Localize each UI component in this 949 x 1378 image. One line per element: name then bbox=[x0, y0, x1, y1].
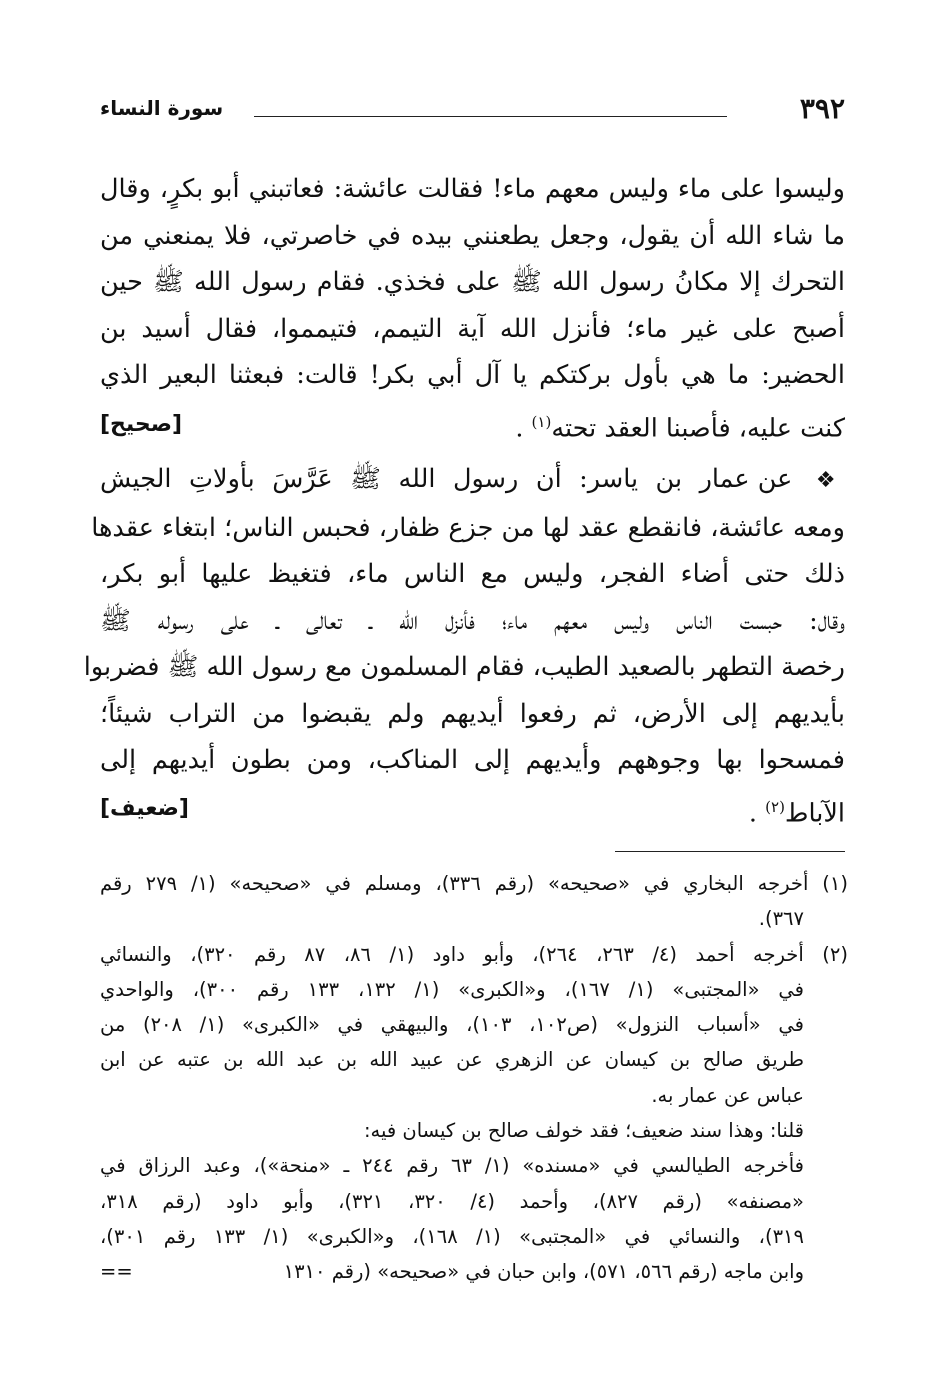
hadith-1-line: أصبح على غير ماء؛ فأنزل الله آية التيمم، فتيمموا، فقال أسيد بن bbox=[100, 313, 845, 344]
diamond-bullet-icon: ❖ bbox=[815, 468, 845, 493]
footnote-2-line: طريق صالح بن كيسان عن الزهري عن عبيد الله بن عبد الله بن عتبه عن ابن bbox=[100, 1048, 804, 1072]
end-mark: . bbox=[748, 798, 758, 828]
hadith-1 bbox=[100, 166, 845, 452]
hadith-1-line: كنت عليه، فأصبنا العقد تحته bbox=[551, 413, 845, 443]
footnote-2-line: في «أسباب النزول» (ص١٠٢، ١٠٣)، والبيهقي في «الكبرى» (١/ ٢٠٨) من bbox=[100, 1013, 804, 1037]
hadith-2-line: وقال: حبست الناس وليس معهم ماء؛ فأنزل الله ـ تعالى ـ على رسوله ﷺ bbox=[100, 605, 845, 636]
footnote-ref-1[interactable]: (١) bbox=[531, 412, 552, 431]
hadith-2 bbox=[83, 456, 845, 837]
end-mark: . bbox=[515, 413, 524, 443]
hadith-2-first-line bbox=[100, 456, 845, 505]
footnote-1-line: ٣٦٧). bbox=[758, 907, 804, 931]
footnote-2-line: عباس عن عمار به. bbox=[651, 1083, 804, 1107]
continuation-mark: == bbox=[100, 1260, 133, 1284]
hadith-2-last-line bbox=[100, 784, 845, 837]
hadith-2-line: الآباط bbox=[784, 798, 845, 828]
surah-title: سورة النساء bbox=[100, 96, 224, 120]
footnote-2-line: فأخرجه الطيالسي في «مسنده» (١/ ٦٣ رقم ٢٤٤ ـ «منحة»)، وعبد الرزاق في bbox=[100, 1154, 804, 1178]
footnote-2-last-line bbox=[100, 1254, 848, 1289]
page-header bbox=[100, 92, 845, 132]
page-number: ٣٩٢ bbox=[799, 92, 845, 125]
hadith-2-line: ومعه عائشة، فانقطع عقد لها من جزع ظفار، فحبس الناس؛ ابتغاء عقدها bbox=[91, 512, 845, 543]
hadith-1-line: الحضير: ما هي بأول بركتكم يا آل أبي بكر! قالت: فبعثنا البعير الذي bbox=[100, 360, 845, 390]
header-rule bbox=[254, 116, 727, 117]
hadith-2-line: بأيديهم إلى الأرض، ثم رفعوا أيديهم ولم يقبضوا من التراب شيئاً؛ bbox=[100, 698, 845, 729]
footnote-2-line: (٢) أخرجه أحمد (٤/ ٢٦٣، ٢٦٤)، وأبو داود (١/ ٨٦، ٨٧ رقم ٣٢٠)، والنسائي bbox=[100, 942, 848, 966]
footnotes bbox=[100, 866, 848, 1290]
hadith-2-line: رخصة التطهر بالصعيد الطيب، فقام المسلمون مع رسول الله ﷺ فضربوا bbox=[83, 652, 845, 682]
footnote-2-line: في «المجتبى» (١/ ١٦٧)، و«الكبرى» (١/ ١٣٢، ١٣٣ رقم ٣٠٠)، والواحدي bbox=[100, 977, 805, 1001]
hadith-1-last-line bbox=[100, 399, 845, 452]
hadith-1-line: ما شاء الله أن يقول، وجعل يطعنني بيده في خاصرتي، فلا يمنعني من bbox=[100, 220, 845, 251]
hadith-1-line: وليسوا على ماء وليس معهم ماء! فقالت عائشة: فعاتبني أبو بكرٍ، وقال bbox=[100, 174, 845, 204]
hadith-2-line: عن عمار بن ياسر: أن رسول الله ﷺ عَرَّسَ بأولاتِ الجيش bbox=[100, 464, 793, 494]
hadith-2-line: فمسحوا بها وجوههم وأيديهم إلى المناكب، ومن بطون أيديهم إلى bbox=[100, 745, 845, 775]
footnote-comment: قلنا: وهذا سند ضعيف؛ فقد خولف صالح بن كيسان فيه: bbox=[363, 1119, 804, 1143]
footnote-2-line: «مصنفه» (رقم ٨٢٧)، وأحمد (٤/ ٣٢٠، ٣٢١)، وأبو داود (رقم ٣١٨، bbox=[100, 1189, 804, 1213]
footnote-ref-2[interactable]: (٢) bbox=[765, 797, 785, 816]
footnote-2-line: وابن ماجه (رقم ٥٦٦، ٥٧١)، وابن حبان في «صحيحه» (رقم ١٣١٠ bbox=[283, 1260, 804, 1284]
hadith-1-line: التحرك إلا مكانُ رسول الله ﷺ على فخذي. فقام رسول الله ﷺ حين bbox=[100, 267, 845, 297]
footnote-separator bbox=[615, 851, 845, 852]
footnote-1-line: (١) أخرجه البخاري في «صحيحه» (رقم ٣٣٦)، ومسلم في «صحيحه» (١/ ٢٧٩ رقم bbox=[100, 872, 848, 895]
grade-label-sahih: [صحيح] bbox=[100, 412, 183, 437]
hadith-2-line: ذلك حتى أضاء الفجر، وليس مع الناس ماء، فتغيظ عليها أبو بكر، bbox=[100, 559, 845, 589]
grade-label-daif: [ضعيف] bbox=[100, 796, 189, 821]
footnote-2-line: ٣١٩)، والنسائي في «المجتبى» (١/ ١٦٨)، و«الكبرى» (١/ ١٣٣ رقم ٣٠١)، bbox=[100, 1224, 804, 1248]
